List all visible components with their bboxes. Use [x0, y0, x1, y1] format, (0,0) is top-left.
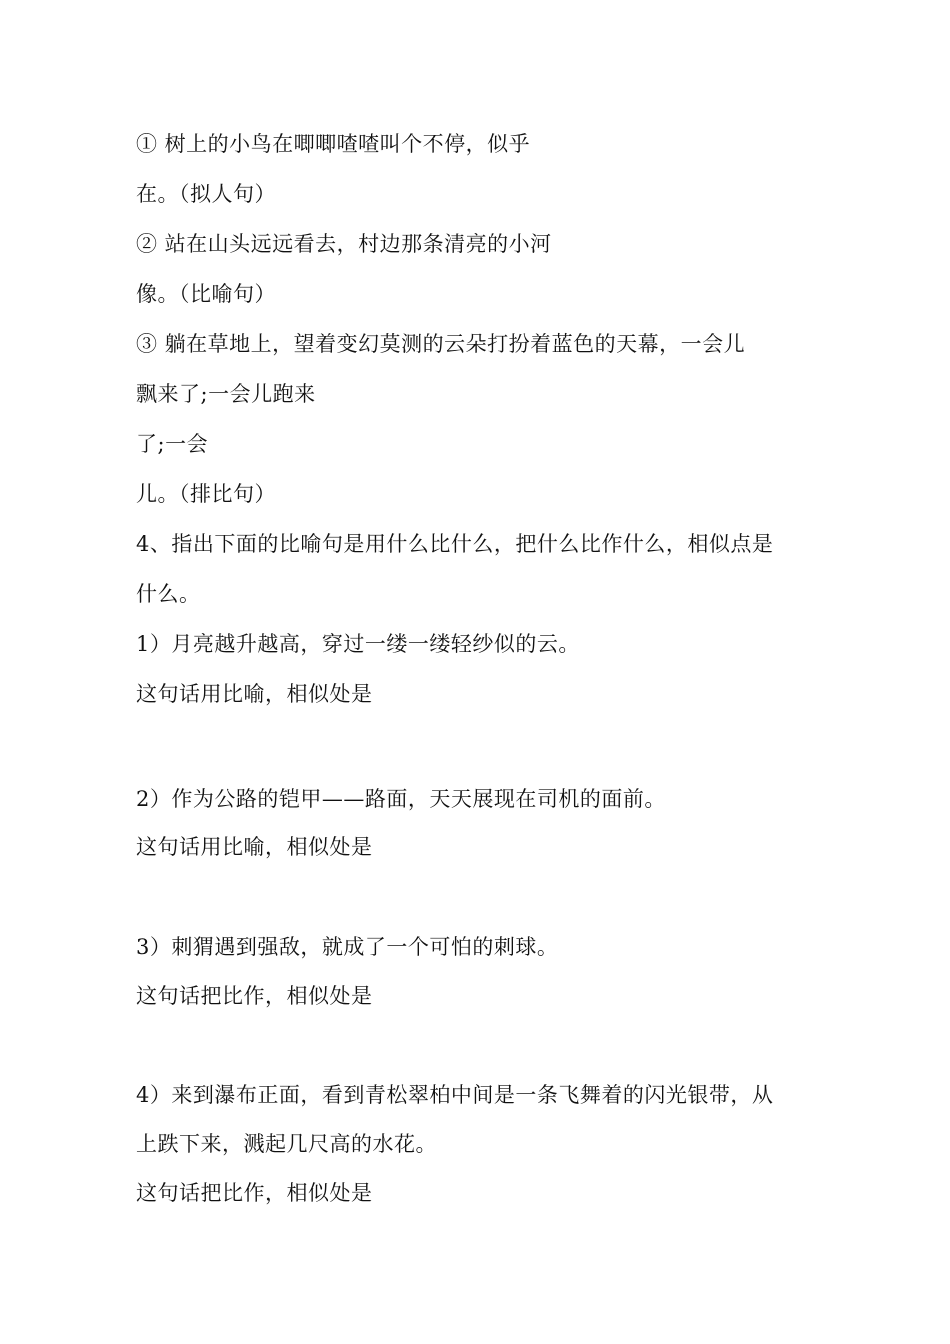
- item3-line1: ③ 躺在草地上，望着变幻莫测的云朵打扮着蓝色的天幕，一会儿: [136, 332, 746, 356]
- item3-line2: 飘来了;一会儿跑来: [136, 382, 316, 406]
- item2-line1: ② 站在山头远远看去，村边那条清亮的小河: [136, 232, 552, 256]
- item3-line3: 了;一会: [136, 432, 209, 456]
- q3-prompt: 这句话把比作，相似处是: [136, 984, 373, 1008]
- item3-line4: 儿。（排比句）: [136, 482, 276, 506]
- section4-heading-line1: 4、指出下面的比喻句是用什么比什么，把什么比作什么，相似点是: [136, 532, 774, 556]
- item1-line1: ① 树上的小鸟在唧唧喳喳叫个不停，似乎: [136, 132, 531, 156]
- q4-sentence-line1: 4）来到瀑布正面，看到青松翠柏中间是一条飞舞着的闪光银带，从: [136, 1083, 774, 1107]
- q1-sentence: 1）月亮越升越高，穿过一缕一缕轻纱似的云。: [136, 632, 580, 656]
- q4-prompt: 这句话把比作，相似处是: [136, 1181, 373, 1205]
- section4-heading-line2: 什么。: [136, 582, 201, 606]
- q1-prompt: 这句话用比喻，相似处是: [136, 682, 373, 706]
- item1-line2: 在。（拟人句）: [136, 182, 276, 206]
- q2-prompt: 这句话用比喻，相似处是: [136, 835, 373, 859]
- item2-line2: 像。（比喻句）: [136, 282, 276, 306]
- q3-sentence: 3）刺猬遇到强敌，就成了一个可怕的刺球。: [136, 935, 559, 959]
- q2-sentence: 2）作为公路的铠甲——路面，天天展现在司机的面前。: [136, 787, 666, 811]
- q4-sentence-line2: 上跌下来，溅起几尺高的水花。: [136, 1132, 437, 1156]
